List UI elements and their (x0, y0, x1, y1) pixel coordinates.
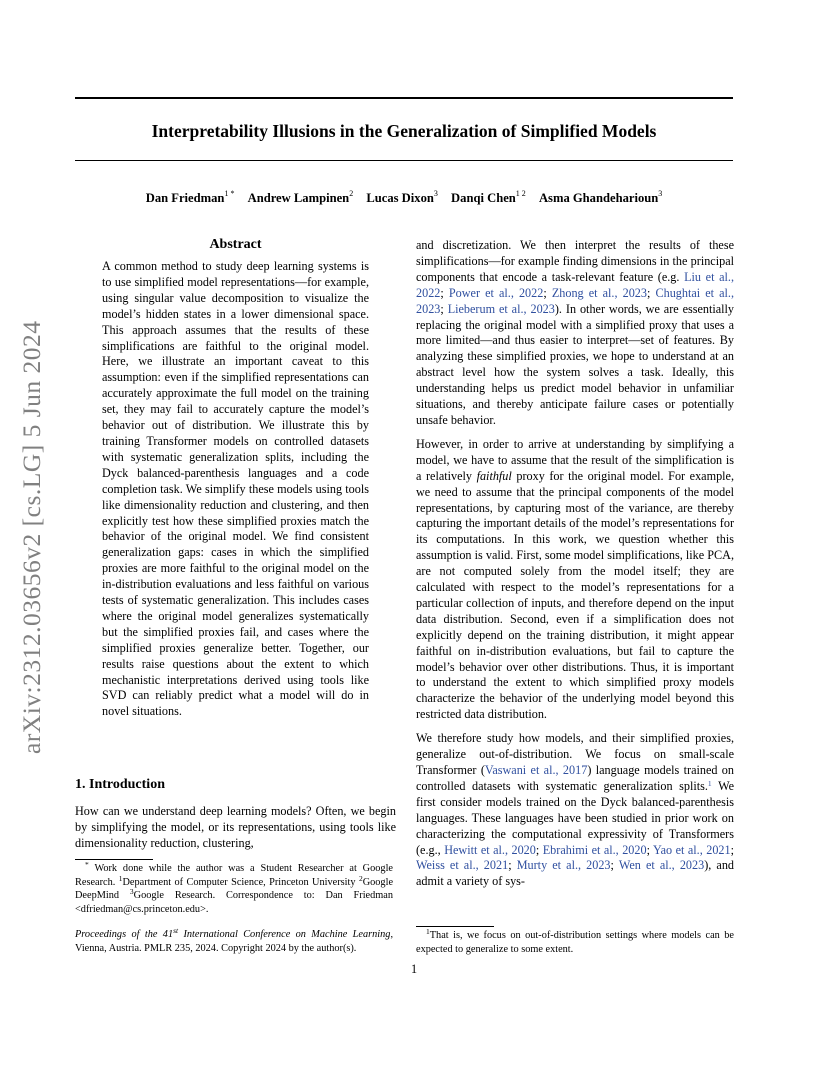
paper-title: Interpretability Illusions in the Generalization of Simplified Models (151, 121, 657, 141)
citation[interactable]: Murty et al., 2023 (516, 858, 611, 873)
citation[interactable]: Chughtai et al., 2023 (416, 285, 735, 316)
author-footnote (75, 862, 393, 955)
section-heading: 1. Introduction (75, 777, 165, 792)
citation[interactable]: Wen et al., 2023 (618, 858, 705, 873)
citation[interactable]: Lieberum et al., 2023 (447, 301, 555, 316)
citation[interactable]: Vaswani et al., 2017 (484, 763, 588, 777)
author: Danqi Chen$^{1 2}$ (451, 189, 526, 205)
abstract-text: A common method to study deep learning systems is to use simplified model representations—for example, using singular value decomposition to visualize the model’s hidden states in a lower dimensional space. This approach assumes that the results of these simplifications are faithful to the original model. Here, we illustrate an important caveat to this assumption: even if the simplified representations can accurately approximate the full model on the training set, they may fail to accurately capture the model’s behavior out of distribution. We illustrate this by training Transformer models on controlled datasets with systematic generalization splits, including the Dyck balanced-parenthesis languages and a code completion task. We simplify these models using tools like dimensionality reduction and clustering, and then explicitly test how these simplified proxies match the behavior of the original model. We find consistent generalization gaps: cases in which the simplified proxies are more faithful to the original model on the in-distribution evaluations and less faithful on various tests of systematic generalization. This includes cases where the original model generalizes systematically but the simplified proxies fail, and cases where the simplified proxies generalize better. Together, our results raise questions about the extent to which mechanistic interpretations derived using tools like SVD can reliably predict what a model will do in novel situations. (102, 259, 369, 719)
proceedings-note: Proceedings of the 41st International Conference on Machine Learning, Vienna, Austria. PMLR 235, 2024. Copyright 2024 by the author(s). (75, 926, 394, 954)
title-top-rule (75, 97, 733, 99)
page-number: 1 (410, 962, 418, 976)
intro-paragraph: However, in order to arrive at understanding by simplifying a model, we have to assume that the result of the simplification is a relatively faithful proxy for the original model. For example, we need to assume that the principal components of the model representations, by capturing most of the variance, are thereby capturing the important details of the model’s representations for its computations. In this work, we question whether this assumption is valid. First, some model simplifications, like PCA, are not computed solely from the model itself; they are calculated with respect to the model’s representations for a particular collection of inputs, and therefore depend on the input data distribution. Second, even if a simplification does not explicitly depend on the training distribution, it might appear faithful on in-distribution evaluations, but fail to capture the model’s behavior over other distributions. Thus, it is important to understand the extent to which simplified proxy models characterize the behavior of the underlying model beyond this restricted data distribution. (416, 436, 735, 722)
citation[interactable]: Hewitt et al., 2020 (444, 842, 536, 857)
abstract-section (75, 236, 396, 720)
citation[interactable]: Yao et al., 2021 (653, 842, 731, 857)
citation[interactable]: Liu et al., 2022 (416, 269, 735, 300)
author: Andrew Lampinen$^2$ (247, 189, 354, 205)
author-list (75, 189, 733, 207)
title-bottom-rule (75, 160, 733, 161)
footnote-marker[interactable]: 1 (707, 778, 712, 788)
citation[interactable]: Zhong et al., 2023 (551, 285, 647, 300)
intro-paragraph: and discretization. We then interpret the results of these simplifications—for example finding dimensions in the principal components that encode a task-relevant feature (e.g. Liu et al., 2022; Power et al., 2022; Zhong et al., 2023; Chughtai et al., 2023; Lieberum et al., 2023). In other words, we are essentially replacing the original model with a simplified proxy that uses a more limited—and thus easier to interpret—set of features. By analyzing these simplified proxies, we hope to understand at an abstract level how the system solves a task. Ideally, this understanding helps us predict model behavior in unfamiliar situations, and thereby anticipate failure cases or potentially unsafe behavior. (416, 238, 735, 427)
introduction-section (75, 776, 396, 852)
right-column (416, 238, 734, 890)
author: Asma Ghandeharioun$^3$ (538, 189, 663, 205)
affiliation-note: * Work done while the author was a Student Researcher at Google Research. $^1$Department of Computer Science, Princeton University $^2$Google DeepMind $^3$Google Research. Correspondence to: Dan Friedman <dfriedman@cs.princeton.edu>. (75, 860, 394, 915)
citation[interactable]: Weiss et al., 2021 (416, 858, 509, 873)
intro-paragraph: How can we understand deep learning models? Often, we begin by simplifying the model, or its representations, using tools like dimensionality reduction, clustering, (75, 804, 396, 850)
citation[interactable]: Power et al., 2022 (448, 285, 544, 300)
citation[interactable]: Ebrahimi et al., 2020 (542, 842, 647, 857)
author: Lucas Dixon$^3$ (366, 189, 438, 205)
footnote: $^1$That is, we focus on out-of-distribution settings where models can be expected to generalize to some extent. (416, 927, 734, 955)
abstract-heading: Abstract (209, 237, 262, 252)
footnote-text: That is, we focus on out-of-distribution settings where models can be expected to generalize to some extent. (416, 930, 734, 955)
author: Dan Friedman$^{1 *}$ (145, 189, 235, 205)
arxiv-identifier: arXiv:2312.03656v2 [cs.LG] 5 Jun 2024 (17, 320, 46, 754)
intro-paragraph: We therefore study how models, and their simplified proxies, generalize out-of-distribution. We focus on small-scale Transformer (Vaswani et al., 2017) language models trained on controlled datasets with systematic generalization splits.$^1$ We first consider models trained on the Dyck balanced-parenthesis languages. These languages have been studied in prior work on characterizing the computational expressivity of Transformers (e.g., Hewitt et al., 2020; Ebrahimi et al., 2020; Yao et al., 2021; Weiss et al., 2021; Murty et al., 2023; Wen et al., 2023), and admit a variety of sys- (416, 731, 735, 889)
